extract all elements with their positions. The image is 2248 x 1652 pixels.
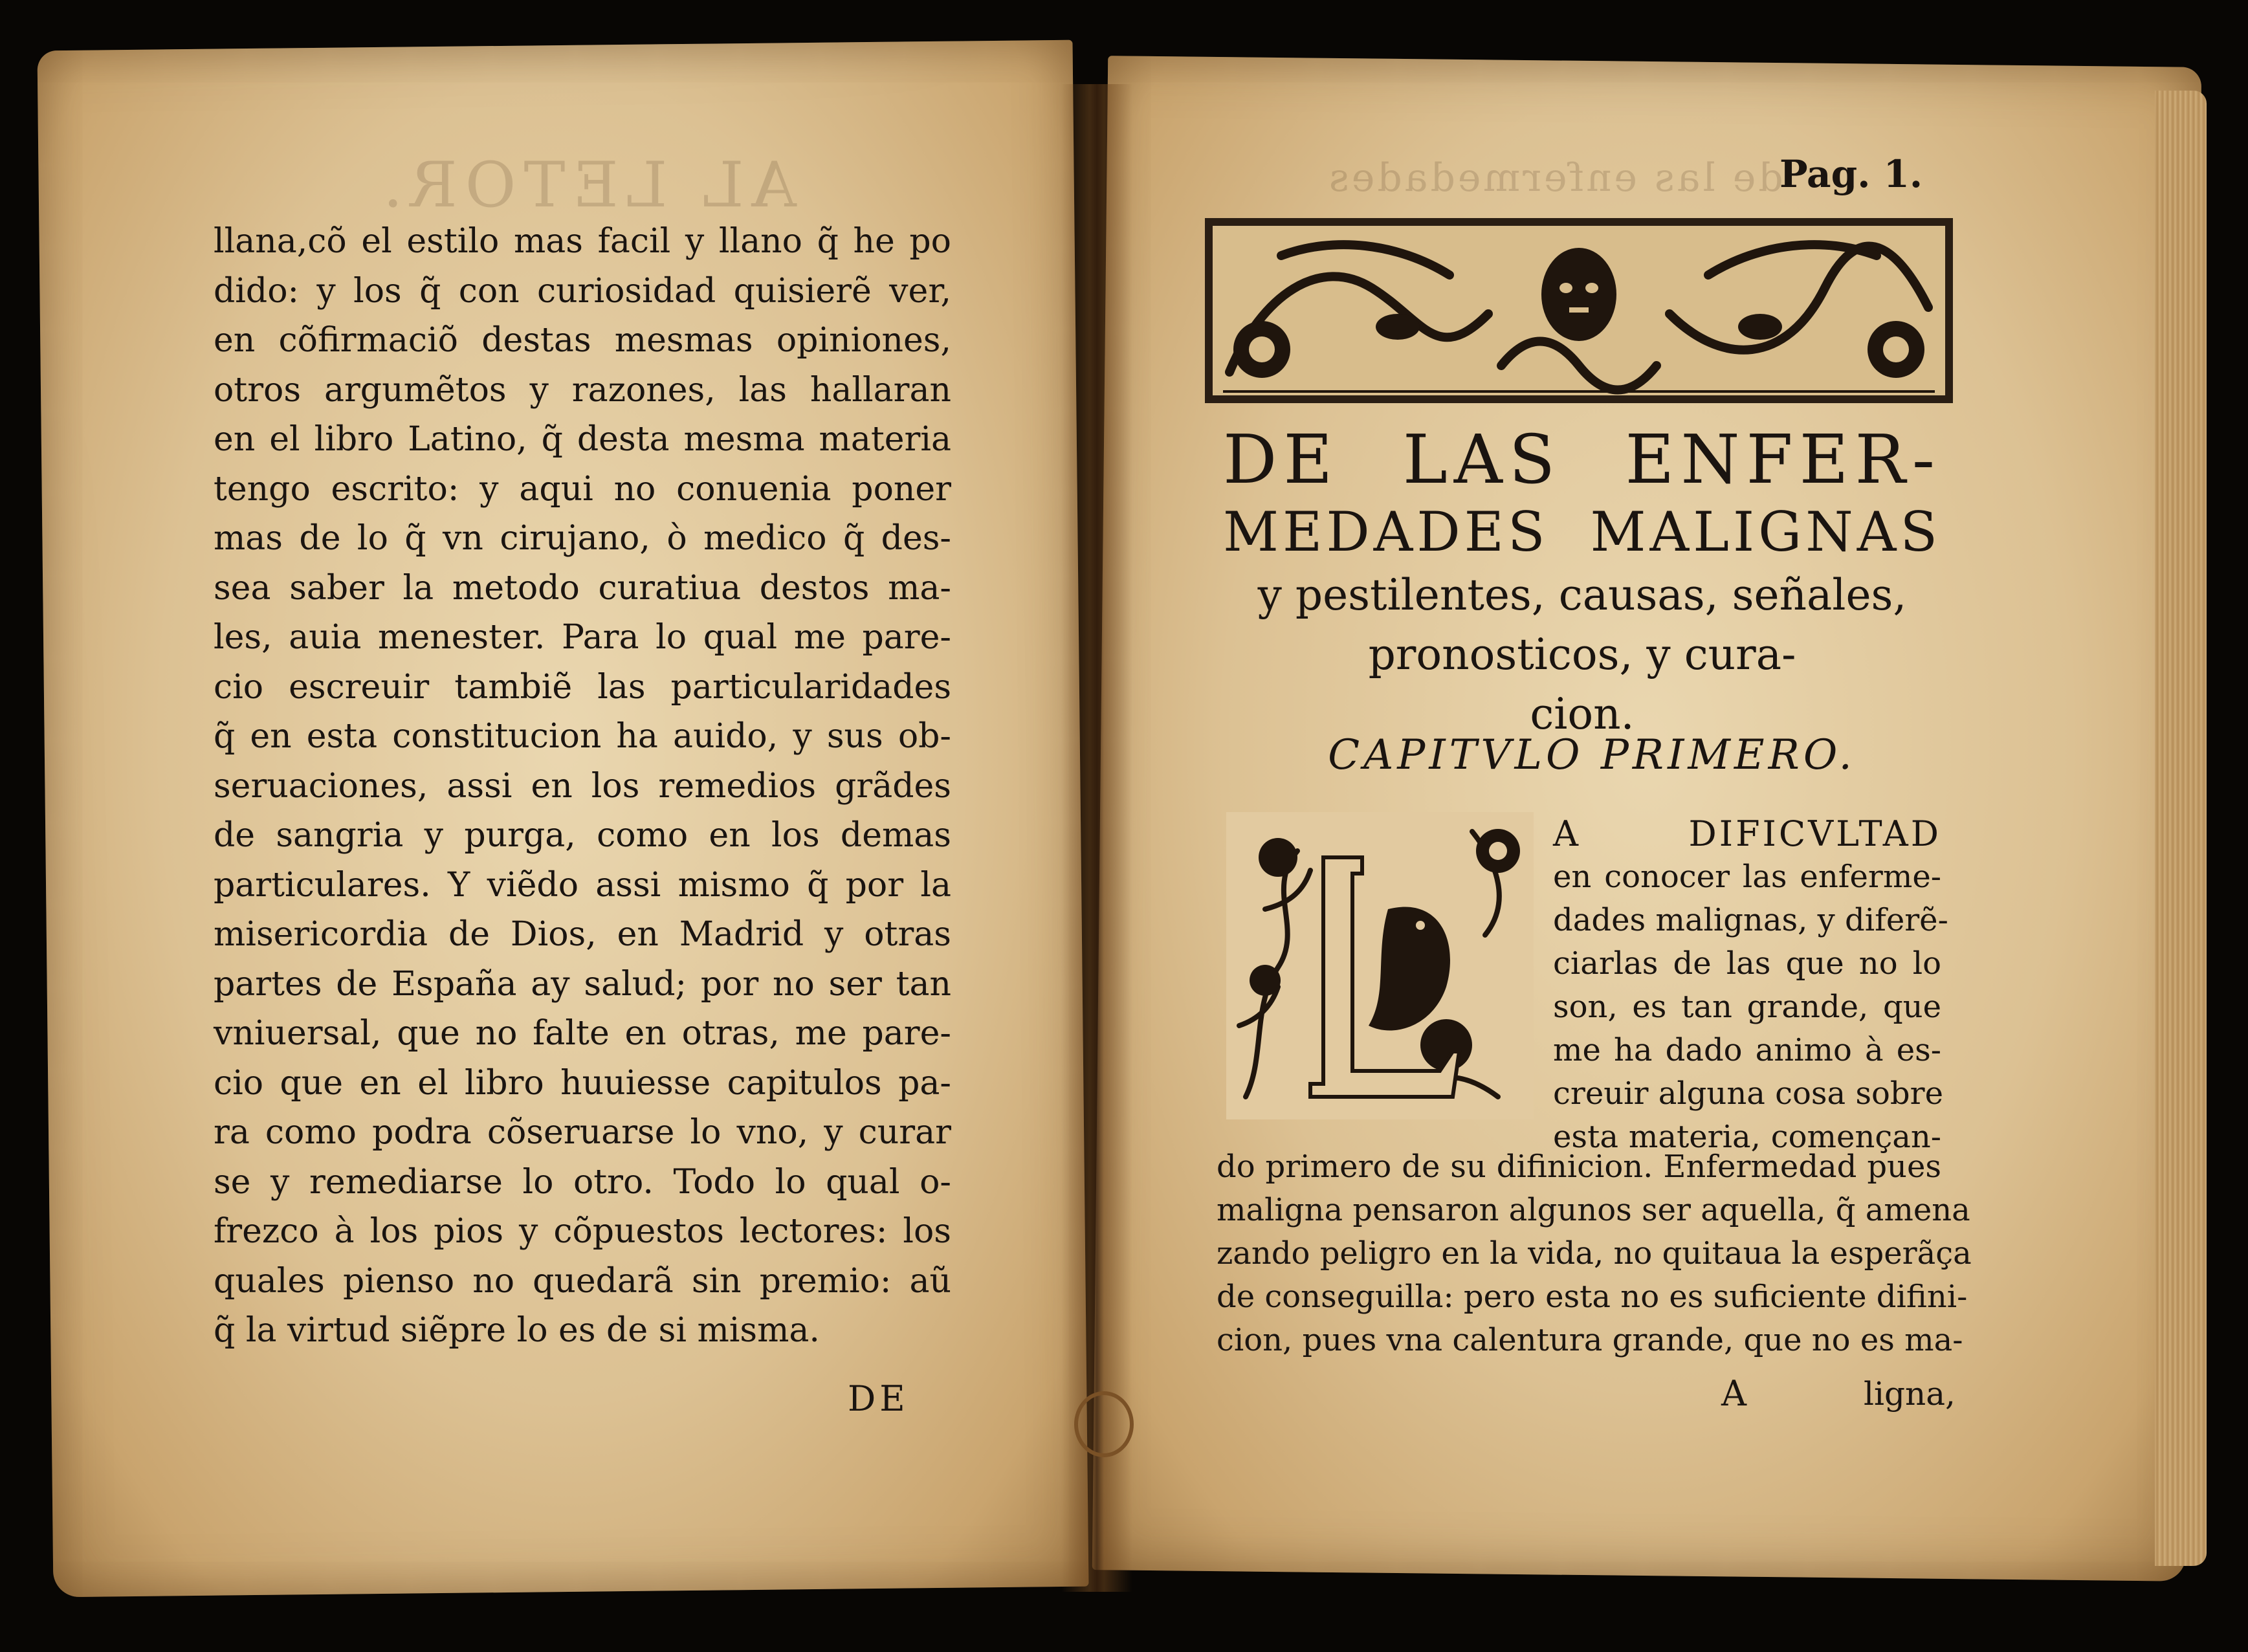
- text-line: q̃ en esta constitucion ha auido, y sus ob-: [214, 717, 951, 756]
- text-line: ciarlas de las que no lo: [1553, 945, 1941, 982]
- text-line: esta materia, començan-: [1553, 1119, 1941, 1155]
- chapter-heading: CAPITVLO PRIMERO.: [1328, 731, 1856, 779]
- page-edges: [2155, 91, 2207, 1566]
- text-line: llana,cõ el estilo mas facil y llano q̃ he po: [214, 222, 951, 261]
- text-line: cio que en el libro huuiesse capitulos pa-: [214, 1063, 951, 1103]
- title-line-3: y pestilentes, causas, señales,: [1257, 570, 1907, 620]
- text-line: de sangria y purga, como en los demas: [214, 816, 951, 855]
- binding-stitch: [1074, 1391, 1134, 1457]
- text-line: quales pienso no quedarã sin premio: aũ: [214, 1261, 951, 1301]
- text-line: otros argumẽtos y razones, las hallaran: [214, 370, 951, 410]
- text-line: son, es tan grande, que: [1553, 989, 1941, 1025]
- text-line: vniuersal, que no falte en otras, me pare-: [214, 1014, 951, 1053]
- page-number: Pag. 1.: [1780, 152, 1923, 196]
- text-line: zando peligro en la vida, no quitaua la esperãça: [1217, 1235, 1972, 1272]
- right-page-text: [1217, 1145, 1972, 1362]
- text-line: creuir alguna cosa sobre: [1553, 1075, 1943, 1112]
- show-through-title: AL LETOR.: [375, 149, 797, 221]
- text-line: misericordia de Dios, en Madrid y otras: [214, 915, 951, 954]
- text-line: ra como podra cõseruarse lo vno, y curar: [214, 1113, 951, 1152]
- text-line: mas de lo q̃ vn cirujano, ò medico q̃ des-: [214, 519, 951, 558]
- text-line: me ha dado animo à es-: [1553, 1032, 1941, 1068]
- title-line-5: cion.: [1530, 689, 1635, 739]
- signature-mark: A: [1721, 1373, 1747, 1414]
- text-line: en conocer las enferme-: [1553, 859, 1941, 895]
- text-line: seruaciones, assi en los remedios grãdes: [214, 766, 951, 806]
- left-page-text: [214, 217, 951, 1356]
- text-line: sea saber la metodo curatiua destos ma-: [214, 568, 951, 608]
- right-page-text-indented: [1553, 812, 1948, 1159]
- chapter-title: [1223, 421, 1941, 744]
- title-line-2: MEDADES MALIGNAS: [1223, 500, 1941, 564]
- left-catchword: DE: [848, 1378, 909, 1419]
- text-line: cio escreuir tambiẽ las particularidades: [214, 667, 951, 707]
- text-line: particulares. Y viẽdo assi mismo q̃ por la: [214, 865, 951, 905]
- woodcut-headpiece-icon: [1204, 217, 1954, 404]
- initial-letter: L: [1330, 1079, 1334, 1086]
- text-line: se y remediarse lo otro. Todo lo qual o-: [214, 1162, 951, 1202]
- text-line: partes de España ay salud; por no ser tan: [214, 964, 951, 1004]
- text-line: do primero de su difinicion. Enfermedad pues: [1217, 1149, 1941, 1185]
- text-line: dades malignas, y diferẽ-: [1553, 902, 1948, 938]
- text-line: cion, pues vna calentura grande, que no es ma-: [1217, 1322, 1963, 1358]
- text-line: en el libro Latino, q̃ desta mesma materia: [214, 420, 951, 459]
- text-line: frezco à los pios y cõpuestos lectores: los: [214, 1212, 951, 1251]
- text-line: A DIFICVLTAD: [1553, 813, 1941, 854]
- title-line-4: pronosticos, y cura-: [1368, 630, 1796, 679]
- text-line: les, auia menester. Para lo qual me pare-: [214, 618, 951, 657]
- right-catchword: ligna,: [1864, 1375, 1956, 1413]
- text-line: maligna pensaron algunos ser aquella, q̃ amena: [1217, 1192, 1970, 1228]
- text-line: en cõfirmaciõ destas mesmas opiniones,: [214, 321, 951, 360]
- text-line: q̃ la virtud siẽpre lo es de si misma.: [214, 1311, 820, 1350]
- text-line: de conseguilla: pero esta no es suficiente difini-: [1217, 1279, 1968, 1315]
- title-line-1: DE LAS ENFER-: [1223, 420, 1941, 499]
- text-line: tengo escrito: y aqui no conuenia poner: [214, 469, 951, 509]
- woodcut-initial-l-bird-icon: [1226, 812, 1534, 1119]
- book-gutter: [1061, 84, 1132, 1592]
- text-line: dido: y los q̃ con curiosidad quisierẽ ver,: [214, 271, 951, 311]
- show-through-header: de las enfermedades: [1327, 155, 1783, 201]
